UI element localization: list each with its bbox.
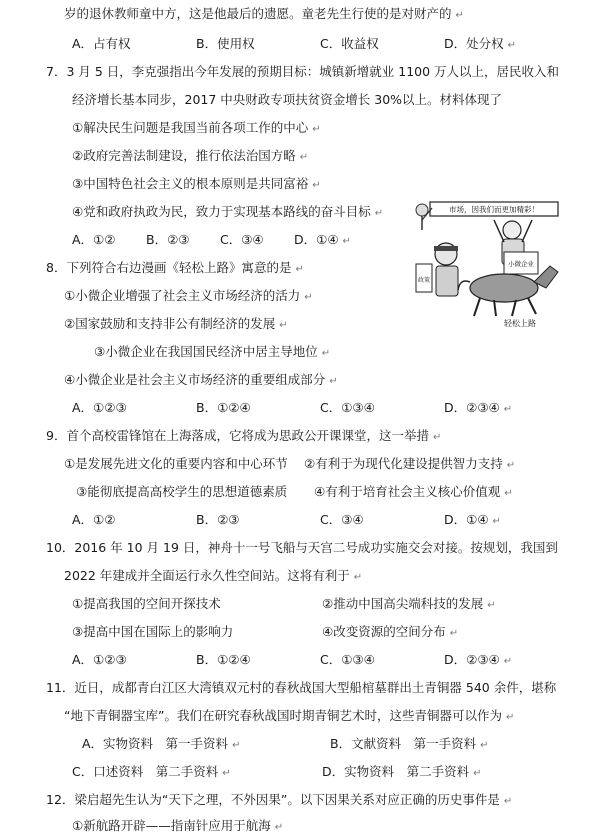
q6-stem-tail: 岁的退休教师童中方，这是他最后的遗愿。童老先生行使的是对财产的 ↵ [64, 6, 464, 21]
q6-option-c: C．收益权 [320, 36, 379, 51]
q11-option-c: C．口述资料 第二手资料 ↵ [72, 764, 231, 779]
q9-statement-3: ③能彻底提高高校学生的思想道德素质 [76, 484, 288, 499]
q11-option-b: B．文献资料 第一手资料 ↵ [330, 736, 489, 751]
q7-option-a: A．①② [72, 232, 116, 247]
q11-stem-line1: 11．近日，成都青白江区大湾镇双元村的春秋战国大型船棺墓群出土青铜器 540 余件，堪称 [46, 680, 557, 695]
q11-option-d: D．实物资料 第二手资料 ↵ [322, 764, 482, 779]
horse-body [470, 274, 538, 302]
q9-statement-2: ②有利于为现代化建设提供智力支持 ↵ [304, 456, 516, 471]
q7-option-d: D．①④ ↵ [294, 232, 351, 247]
q7-statement-3: ③中国特色社会主义的根本原则是共同富裕 ↵ [72, 176, 321, 191]
q8-stem: 8．下列符合右边漫画《轻松上路》寓意的是 ↵ [46, 260, 304, 275]
q7-statement-4: ④党和政府执政为民，致力于实现基本路线的奋斗目标 ↵ [72, 204, 384, 219]
cartoon-image [408, 196, 563, 328]
q10-statement-1: ①提高我国的空间开探技术 [72, 596, 221, 611]
q8-statement-3: ③小微企业在我国国民经济中居主导地位 ↵ [94, 344, 331, 359]
q10-statement-4: ④改变资源的空间分布 ↵ [322, 624, 459, 639]
cartoon-banner-text: 市场，因我们而更加精彩！ [449, 205, 539, 214]
q8-option-b: B．①②④ [196, 400, 251, 415]
q7-stem-line1: 7．3 月 5 日，李克强指出今年发展的预期目标：城镇新增就业 1100 万人以上，居民收入和 [46, 64, 560, 79]
q9-stem: 9．首个高校雷锋馆在上海落成，它将成为思政公开课课堂，这一举措 ↵ [46, 428, 442, 443]
q10-option-d: D．②③④ ↵ [444, 652, 513, 667]
q7-stem-line2: 经济增长基本同步，2017 中央财政专项扶贫资金增长 30%以上。材料体现了 [72, 92, 503, 107]
q8-option-a: A．①②③ [72, 400, 127, 415]
q7-option-b: B．②③ [146, 232, 190, 247]
q6-option-d: D．处分权 ↵ [444, 36, 517, 51]
rider-head [503, 221, 521, 239]
q9-option-b: B．②③ [196, 512, 240, 527]
q8-option-c: C．①③④ [320, 400, 375, 415]
q9-option-c: C．③④ [320, 512, 364, 527]
q10-statement-3: ③提高中国在国际上的影响力 [72, 624, 234, 639]
q10-option-b: B．①②④ [196, 652, 251, 667]
q12-statement-1: ①新航路开辟——指南针应用于航海 ↵ [72, 818, 284, 833]
rider-sign-text: 小微企业 [508, 260, 534, 268]
q11-option-a: A．实物资料 第一手资料 ↵ [82, 736, 241, 751]
q9-statement-1: ①是发展先进文化的重要内容和中心环节 [64, 456, 288, 471]
q7-statement-1: ①解决民生问题是我国当前各项工作的中心 ↵ [72, 120, 321, 135]
q8-statement-2: ②国家鼓励和支持非公有制经济的发展 ↵ [64, 316, 288, 331]
q6-option-b: B．使用权 [196, 36, 255, 51]
q12-stem: 12．梁启超先生认为“天下之理，不外因果”。以下因果关系对应正确的历史事件是 ↵ [46, 792, 513, 807]
q9-option-d: D．①④ ↵ [444, 512, 501, 527]
q7-statement-2: ②政府完善法制建设，推行依法治国方略 ↵ [72, 148, 309, 163]
q9-statement-4: ④有利于培育社会主义核心价值观 ↵ [314, 484, 513, 499]
q8-statement-1: ①小微企业增强了社会主义市场经济的活力 ↵ [64, 288, 313, 303]
q6-option-a: A．占有权 [72, 36, 131, 51]
cartoon-caption: 轻松上路 [504, 319, 536, 328]
q10-option-c: C．①③④ [320, 652, 375, 667]
q10-stem-line2: 2022 年建成并全面运行永久性空间站。这将有利于 ↵ [64, 568, 363, 583]
q10-stem-line1: 10．2016 年 10 月 19 日，神舟十一号飞船与天宫二号成功实施交会对接。按规划，我国到 [46, 540, 558, 555]
q9-option-a: A．①② [72, 512, 116, 527]
q8-statement-4: ④小微企业是社会主义市场经济的重要组成部分 ↵ [64, 372, 338, 387]
q10-option-a: A．①②③ [72, 652, 127, 667]
policy-sign-text: 政策 [417, 277, 431, 284]
q10-statement-2: ②推动中国高尖端科技的发展 ↵ [322, 596, 496, 611]
q8-option-d: D．②③④ ↵ [444, 400, 513, 415]
q11-stem-line2: “地下青铜器宝库”。我们在研究春秋战国时期青铜艺术时，这些青铜器可以作为 ↵ [64, 708, 515, 723]
q7-option-c: C．③④ [220, 232, 264, 247]
